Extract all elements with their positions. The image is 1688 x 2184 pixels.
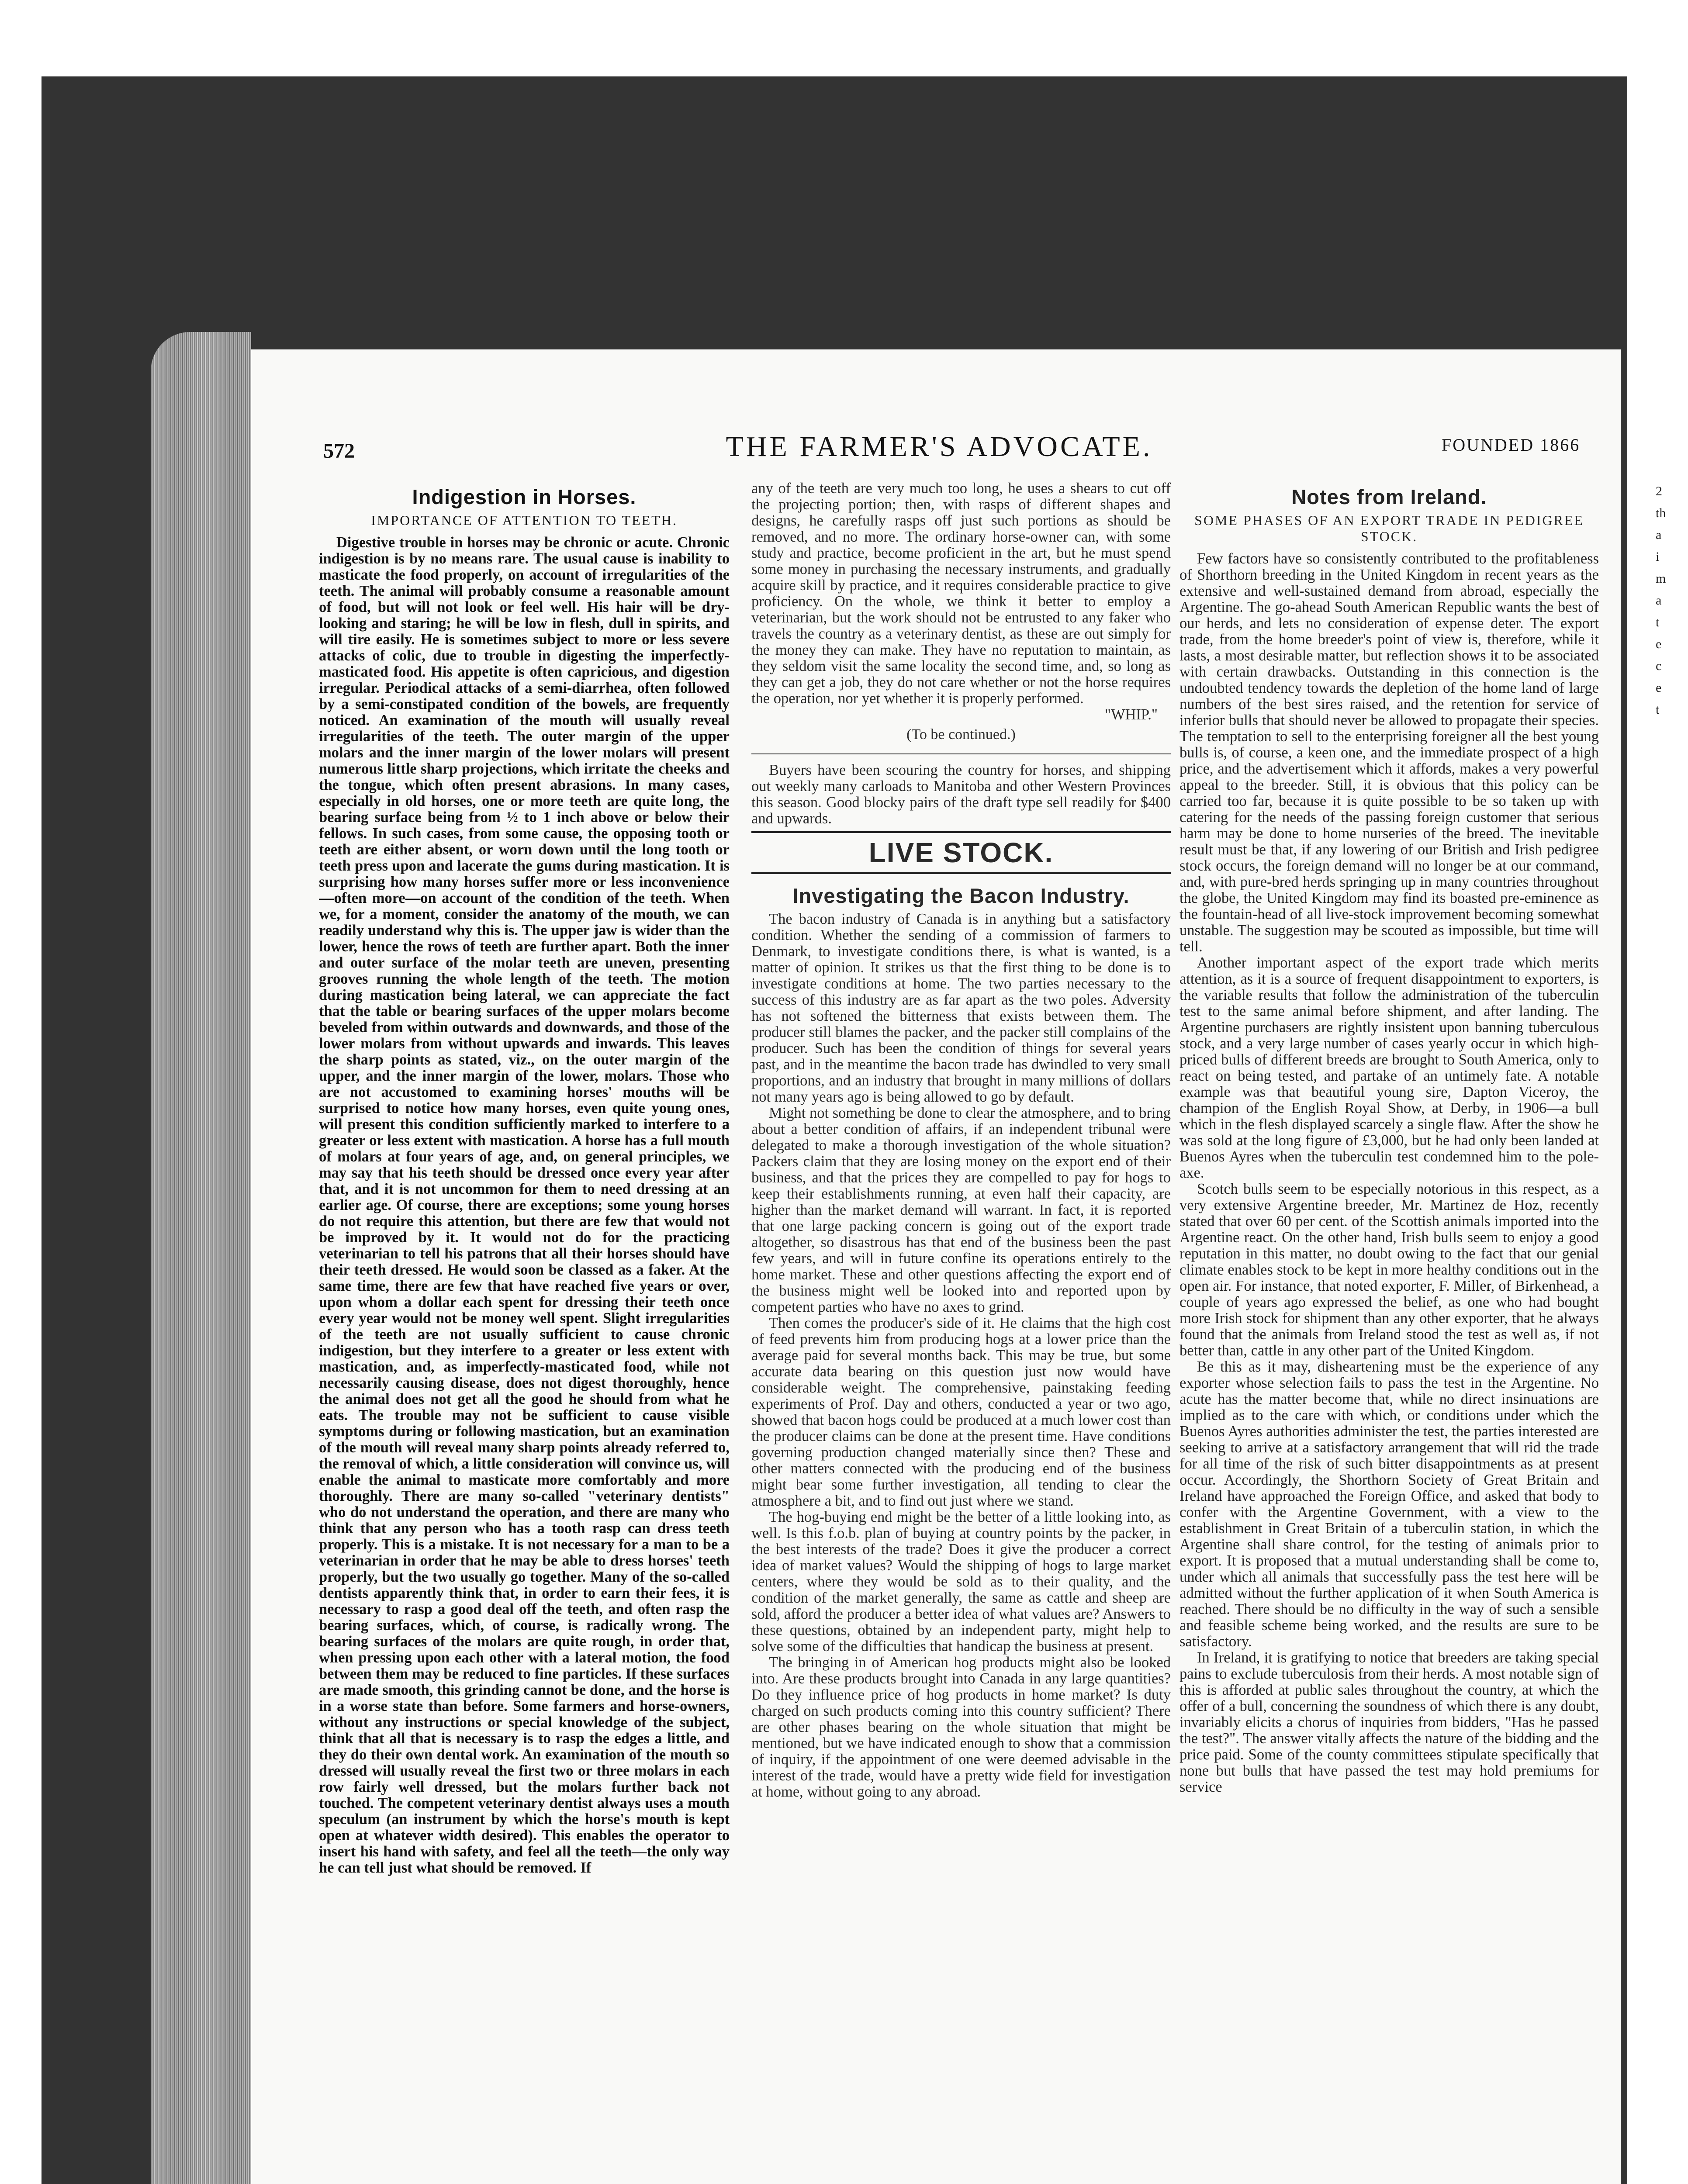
article-title-indigestion: Indigestion in Horses. bbox=[412, 485, 636, 508]
column-2 bbox=[751, 480, 1171, 2184]
paragraph: The bringing in of American hog products might also be looked into. Are these products brought into Canada in any large quantities? Do they influence price of hog products in home market? Is duty charged on such products coming into this country sufficient? There are other phases bearing on the whole situation that might be mentioned, but we have indicated enough to show that a commission of inquiry, if the appointment of one were deemed advisable in the interest of the trade, would have a pretty wide field for investigation at home, without going to any abroad. bbox=[751, 1654, 1171, 1800]
paragraph: The hog-buying end might be the better of a little looking into, as well. Is this f.o.b. plan of buying at country points by the packer, in the best interests of the trade? Does it give the producer a correct idea of market values? Would the shipping of hogs to large market centers, where they would be sold as to their quality, and the condition of the market generally, the same as cattle and sheep are sold, afford the producer a better idea of what values are? Answers to these questions, obtained by an independent party, might help to solve some of the difficulties that handicap the business at present. bbox=[751, 1509, 1171, 1655]
page-number: 572 bbox=[323, 439, 355, 463]
founded-label: FOUNDED 1866 bbox=[1442, 435, 1581, 455]
paragraph: The bacon industry of Canada is in anything but a satisfactory condition. Whether the sending of a commission of farmers to Denmark, to investigate conditions there, is what is wanted, is a matter of opinion. It strikes us that the first thing to be done is to investigate conditions at home. The two parties necessary to the success of this industry are as far apart as the two poles. Adversity has not softened the bitterness that exists between them. The producer still blames the packer, and the packer still complains of the producer. Such has been the condition of things for several years past, and in the meantime the bacon trade has dwindled to very small proportions, and an industry that brought in many millions of dollars not many years ago is being allowed to go by default. bbox=[751, 911, 1171, 1105]
article-title-bacon: Investigating the Bacon Industry. bbox=[792, 884, 1130, 907]
divider bbox=[751, 753, 1171, 754]
paragraph: Digestive trouble in horses may be chronic or acute. Chronic indigestion is by no means rare. The usual cause is inability to masticate the food properly, on account of irregularities of the teeth. The animal will probably consume a reasonable amount of food, but will not look or feel well. His hair will be dry-looking and staring; he will be low in flesh, dull in spirits, and will tire easily. He is sometimes subject to more or less severe attacks of colic, due to trouble in digesting the imperfectly-masticated food. His appetite is often capricious, and digestion irregular. Periodical attacks of a semi-diarrhea, often followed by a semi-constipated condition of the bowels, are frequently noticed. An examination of the mouth will usually reveal irregularities of the teeth. The outer margin of the upper molars and the inner margin of the lower molars will present numerous little sharp projections, which irritate the cheeks and the tongue, which often present abrasions. In many cases, especially in old horses, one or more teeth are quite long, the bearing surface being from ½ to 1 inch above or below their fellows. In such cases, from some cause, the opposing tooth or teeth are either absent, or worn down until the long tooth or teeth press upon and lacerate the gums during mastication. It is surprising how many horses suffer more or less inconvenience—often more—on account of the condition of the teeth. When we, for a moment, consider the anatomy of the mouth, we can readily understand why this is. The upper jaw is wider than the lower, hence the rows of teeth are further apart. Both the inner and outer surface of the molar teeth are uneven, presenting grooves running the whole length of the teeth. The motion during mastication being lateral, we can appreciate the fact that the table or bearing surfaces of the upper molars become beveled from within outwards and downwards, and those of the lower molars from without upwards and inwards. This leaves the sharp points as stated, viz., on the outer margin of the upper, and the inner margin of the lower, molars. Those who are not accustomed to examining horses' mouths will be surprised to notice how many horses, even quite young ones, will present this condition sufficiently marked to interfere to a greater or less extent with mastication. A horse has a full mouth of molars at four years of age, and, on general principles, we may say that his teeth should be dressed once every year after that, and it is not uncommon for them to need dressing at an earlier age. Of course, there are exceptions; some young horses do not require this attention, but there are few that would not be improved by it. It would not do for the practicing veterinarian to tell his patrons that all their horses should have their teeth dressed. He would soon be classed as a faker. At the same time, there are few that have reached five years or over, upon whom a dollar each spent for dressing their teeth once every year would not be money well spent. Slight irregularities of the teeth are not usually sufficient to cause chronic indigestion, but they interfere to a greater or less extent with mastication, and, as imperfectly-masticated food, while not necessarily causing disease, does not digest thoroughly, hence the animal does not get all the good he should from what he eats. The trouble may not be sufficient to cause visible symptoms during or following mastication, but an examination of the mouth will reveal many sharp points already referred to, the removal of which, a little consideration will convince us, will enable the animal to masticate more comfortably and more thoroughly. There are many so-called "veterinary dentists" who do not understand the operation, and there are many who think that any person who has a tooth rasp can dress teeth properly. This is a mistake. It is not necessary for a man to be a veterinarian in order that he may be able to dress horses' teeth properly, but the two usually go together. Many of the so-called dentists apparently think that, in order to earn their fees, it is necessary to rasp a good deal off the teeth, and often rasp the bearing surfaces, which, of course, is radically wrong. The bearing surfaces of the molars are quite rough, in order that, when pressing upon each other with a lateral motion, the food between them may be reduced to fine particles. If these surfaces are made smooth, this grinding cannot be done, and the horse is in a worse state than before. Some farmers and horse-owners, without any instructions or special knowledge of the subject, think that all that is necessary is to rasp the edges a little, and they do their own dental work. An examination of the mouth so dressed will usually reveal the first two or three molars in each row fairly well dressed, but the molars further back not touched. The competent veterinary dentist always uses a mouth speculum (an instrument by which the horse's mouth is kept open at whatever width desired). This enables the operator to insert his hand with safety, and feel all the teeth—the only way he can tell just what should be removed. If bbox=[319, 534, 730, 1876]
article-subtitle-export: SOME PHASES OF AN EXPORT TRADE IN PEDIGREE STOCK. bbox=[1194, 512, 1584, 544]
paragraph: any of the teeth are very much too long, he uses a shears to cut off the projecting portion; then, with rasps of different shapes and designs, he carefully rasps off just such portions as should be removed, and no more. The ordinary horse-owner can, with some study and practice, become proficient in the art, but he must spend some money in purchasing the necessary instruments, and gradually acquire skill by practice, and it requires considerable practice to give proficiency. On the whole, we think it better to employ a veterinarian, but the work should not be entrusted to any faker who travels the country as a veterinary dentist, as these are out simply for the money they can make. They have no reputation to maintain, as they seldom visit the same locality the second time, and, so long as they can get a job, they do not care whether or not the horse requires the operation, nor yet whether it is properly performed. bbox=[751, 480, 1171, 707]
paragraph: Buyers have been scouring the country for horses, and shipping out weekly many carloads to Manitoba and other Western Provinces this season. Good blocky pairs of the draft type sell readily for $400 and upwards. bbox=[751, 762, 1171, 827]
column-1 bbox=[319, 480, 730, 2184]
paragraph: Scotch bulls seem to be especially notorious in this respect, as a very extensive Argentine breeder, Mr. Martinez de Hoz, recently stated that over 60 per cent. of the Scottish animals imported into the Argentine react. On the other hand, Irish bulls seem to enjoy a good reputation in this matter, no doubt owing to the fact that our genial climate enables stock to be kept in more healthy conditions out in the open air. For instance, that noted exporter, F. Miller, of Birkenhead, a couple of years ago expressed the belief, as one who had bought more Irish stock for shipment than any other exporter, that he always found that the animals from Ireland stood the test as well as, if not better than, cattle in any other part of the United Kingdom. bbox=[1180, 1181, 1599, 1359]
continued-note: (To be continued.) bbox=[906, 726, 1016, 743]
section-banner-text: LIVE STOCK. bbox=[868, 837, 1054, 868]
paragraph: Another important aspect of the export trade which merits attention, as it is a source of frequent disappointment to exporters, is the variable results that follow the administration of the tuberculin test to the same animal before shipment, and after landing. The Argentine purchasers are rightly insistent upon banning tuberculous stock, and a very large number of cases yearly occur in which high-priced bulls of different breeds are brought to South America, only to react on being tested, and partake of an untimely fate. A notable example was that beautiful young sire, Dapton Viceroy, the champion of the English Royal Show, at Derby, in 1906—a bull which in the flesh displayed scarcely a single flaw. After the show he was sold at the long figure of £3,000, but he had only been landed at Buenos Ayres when the tuberculin test condemned him to the pole-axe. bbox=[1180, 954, 1599, 1181]
film-edge-top bbox=[0, 0, 1688, 76]
masthead: THE FARMER'S ADVOCATE. bbox=[726, 431, 1153, 463]
book-page-edges bbox=[151, 332, 251, 2184]
paragraph: Few factors have so consistently contributed to the profitableness of Shorthorn breeding in the United Kingdom in recent years as the extensive and well-sustained demand from abroad, especially the Argentine. The go-ahead South American Republic wants the best of our herds, and lets no consideration of expense deter. The export trade, from the home breeder's point of view is, therefore, while it lasts, a most desirable matter, but reflection shows it to be associated with certain drawbacks. Outstanding in this connection is the undoubted tendency towards the depletion of the home land of large numbers of the best sires raised, and the retention for service of inferior bulls that should never be allowed to propagate their species. The temptation to sell to the enterprising foreigner all the best young bulls is, of course, a keen one, and the immediate prospect of a high price, and the advertisement which it affords, makes a very powerful appeal to the breeder. Still, it is obvious that this policy can be carried too far, because it is quite possible to be so taken up with catering for the needs of the passing foreign customer that serious harm may be done to home nurseries of the breed. The inevitable result must be that, if any lowering of our British and Irish pedigree stock occurs, the foreign demand will no longer be at our command, and, with pure-bred herds springing up in many countries throughout the globe, the United Kingdom may find its boasted pre-eminence as the fountain-head of all live-stock improvement becoming somewhat unstable. The suggestion may be scouted as impossible, but time will tell. bbox=[1180, 550, 1599, 955]
adjacent-page-strip bbox=[1627, 76, 1688, 2184]
author-signature: "WHIP." bbox=[1104, 706, 1158, 723]
paragraph: In Ireland, it is gratifying to notice that breeders are taking special pains to exclude tuberculosis from their herds. A most notable sign of this is afforded at public sales throughout the country, at which the offer of a bull, concerning the soundness of which there is any doubt, invariably elicits a chorus of inquiries from bidders, "Has he passed the test?". The answer vitally affects the nature of the bidding and the price paid. Some of the county committees stipulate specifically that none but bulls that have passed the test may hold premiums for service bbox=[1180, 1649, 1599, 1795]
paragraph: Be this as it may, disheartening must be the experience of any exporter whose selection fails to pass the test in the Argentine. No acute has the matter become that, while no direct insinuations are implied as to the care with which, or conditions under which the Buenos Ayres authorities administer the test, the parties interested are seeking to arrive at a satisfactory arrangement that will rid the trade for all time of the risk of such bitter disappointments as at present occur. Accordingly, the Shorthorn Society of Great Britain and Ireland have approached the Foreign Office, and asked that body to confer with the Argentine Government, with a view to the establishment in Great Britain of a tuberculin station, in which the Argentine shall share control, for the testing of animals prior to export. It is proposed that a mutual understanding shall be come to, under which all animals that successfully pass the test here will be admitted without the further application of it when South America is reached. There should be no difficulty in the way of such a sensible and feasible scheme being worked, and the results are sure to be satisfactory. bbox=[1180, 1358, 1599, 1650]
paragraph: Then comes the producer's side of it. He claims that the high cost of feed prevents him from producing hogs at a lower price than the average paid for several months back. This may be true, but some accurate data bearing on this question just now would have considerable weight. The comprehensive, painstaking feeding experiments of Prof. Day and others, conducted a year or two ago, showed that bacon hogs could be produced at a much lower cost than the producer claims can be done at the present time. Have conditions governing production changed materially since then? These and other matters connected with the producing end of the business might bear some further investigation, all tending to clear the atmosphere a bit, and to find out just where we stand. bbox=[751, 1315, 1171, 1509]
column-3 bbox=[1180, 480, 1599, 2184]
adjacent-page-text: 2 th a i m a t e c e t bbox=[1656, 484, 1666, 717]
section-banner bbox=[751, 831, 1171, 874]
article-title-ireland: Notes from Ireland. bbox=[1291, 485, 1487, 508]
paragraph: Might not something be done to clear the atmosphere, and to bring about a better condition of affairs, if an independent tribunal were delegated to make a thorough investigation of the whole situation? Packers claim that they are losing money on the export end of their business, and that the prices they are compelled to pay for hogs to keep their establishments running, at even half their capacity, are higher than the market demand will warrant. In fact, it is reported that one large packing concern is going out of the export trade altogether, so disastrous has that end of the business been the past few years, and will in future confine its operations entirely to the home market. These and other questions affecting the export end of the business might well be looked into and reported upon by competent parties who have no axes to grind. bbox=[751, 1105, 1171, 1315]
article-subtitle-teeth: IMPORTANCE OF ATTENTION TO TEETH. bbox=[371, 512, 678, 528]
